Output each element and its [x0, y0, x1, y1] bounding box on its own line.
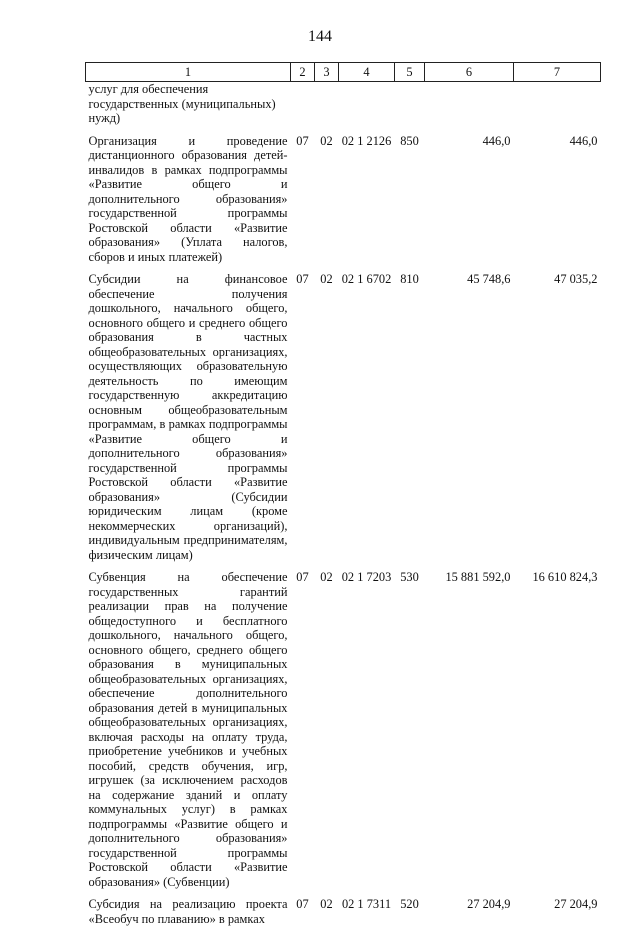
amount-year-1: 446,0	[425, 134, 514, 265]
subsection-code: 02	[315, 897, 339, 926]
row-description: Субвенция на обеспечение государственных гарантий реализации прав на получение общедоступного и бесплатного дошкольного, начального общего, основного общего, среднего общего образования в муниципальных общеобразовательных организациях, обеспечение дополнительного образования детей в муниципальных общеобразовательных организациях, включая расходы на оплату труда, приобретение учебников и учебных пособий, средств обучения, игр, игрушек (за исключением расходов на содержание зданий и оплату коммунальных услуг) в рамках подпрограммы «Развитие общего и дополнительного образования» государственной программы Ростовской области «Развитие образования» (Субвенции)	[86, 570, 291, 889]
table-row	[86, 272, 601, 562]
expense-type-code: 520	[395, 897, 425, 926]
expense-type-code: 530	[395, 570, 425, 889]
table-row	[86, 897, 601, 926]
table-header	[86, 63, 601, 82]
header-row	[86, 63, 601, 82]
column-header-1: 1	[86, 63, 291, 82]
column-header-7: 7	[514, 63, 601, 82]
row-description: Субсидии на финансовое обеспечение получения дошкольного, начального общего, основного общего и среднего общего образования в частных общеобразовательных организациях, осуществляющих образовательную деятельность по имеющим государственную аккредитацию основным общеобразовательным программам, в рамках подпрограммы «Развитие общего и дополнительного образования» государственной программы Ростовской области «Развитие образования» (Субсидии юридическим лицам (кроме некоммерческих организаций), индивидуальным предпринимателям, физическим лицам)	[86, 272, 291, 562]
target-article-code: 02 1 7311	[339, 897, 395, 926]
row-spacer	[86, 264, 601, 272]
amount-year-2	[514, 82, 601, 126]
row-description: услуг для обеспечения государственных (муниципальных) нужд)	[86, 82, 291, 126]
subsection-code: 02	[315, 272, 339, 562]
amount-year-2: 446,0	[514, 134, 601, 265]
expense-type-code	[395, 82, 425, 126]
target-article-code: 02 1 6702	[339, 272, 395, 562]
section-code: 07	[291, 134, 315, 265]
row-spacer	[86, 562, 601, 570]
table-row	[86, 82, 601, 126]
target-article-code: 02 1 2126	[339, 134, 395, 265]
section-code: 07	[291, 897, 315, 926]
amount-year-2: 27 204,9	[514, 897, 601, 926]
section-code: 07	[291, 570, 315, 889]
section-code	[291, 82, 315, 126]
amount-year-1: 45 748,6	[425, 272, 514, 562]
table-row	[86, 570, 601, 889]
amount-year-1: 27 204,9	[425, 897, 514, 926]
column-header-5: 5	[395, 63, 425, 82]
column-header-2: 2	[291, 63, 315, 82]
page-number: 144	[0, 28, 640, 46]
row-description: Организация и проведение дистанционного образования детей-инвалидов в рамках подпрограммы «Развитие общего и дополнительного образования» государственной программы Ростовской области «Развитие образования» (Уплата налогов, сборов и иных платежей)	[86, 134, 291, 265]
section-code: 07	[291, 272, 315, 562]
amount-year-2: 16 610 824,3	[514, 570, 601, 889]
column-header-6: 6	[425, 63, 514, 82]
amount-year-2: 47 035,2	[514, 272, 601, 562]
amount-year-1: 15 881 592,0	[425, 570, 514, 889]
table-body	[86, 82, 601, 926]
column-header-4: 4	[339, 63, 395, 82]
expense-type-code: 810	[395, 272, 425, 562]
target-article-code: 02 1 7203	[339, 570, 395, 889]
expense-type-code: 850	[395, 134, 425, 265]
row-spacer	[86, 126, 601, 134]
subsection-code	[315, 82, 339, 126]
row-description: Субсидия на реализацию проекта «Всеобуч по плаванию» в рамках	[86, 897, 291, 926]
target-article-code	[339, 82, 395, 126]
column-header-3: 3	[315, 63, 339, 82]
row-spacer	[86, 889, 601, 897]
amount-year-1	[425, 82, 514, 126]
table-row	[86, 134, 601, 265]
budget-table	[85, 62, 601, 926]
subsection-code: 02	[315, 570, 339, 889]
subsection-code: 02	[315, 134, 339, 265]
